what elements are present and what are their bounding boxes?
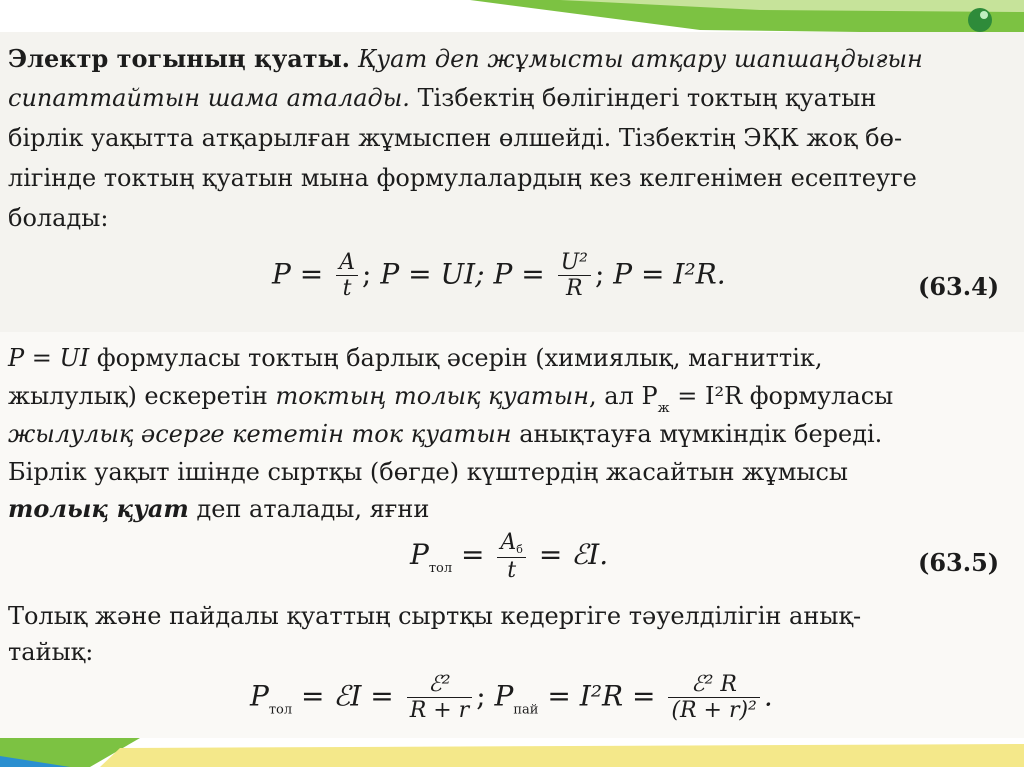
text-line-3: бірлік уақытта атқарылған жұмыспен өлшейді. Тізбектің ЭҚК жоқ бө- (8, 124, 903, 152)
definition-italic-2: сипаттайтын шама аталады. (8, 84, 410, 112)
text-line-b7: тайық: (8, 638, 94, 666)
text-line-4: лігінде токтың қуатын мына формулалардың кез келгенімен есептеуге (8, 164, 917, 192)
term-heat-power: жылулық әсерге кететін ток қуатын (8, 420, 512, 448)
formula-full-and-useful-power: $P_{тол}$ = ℰI = $\frac{\text{ℰ²}}{R + r}$ ; $P_{пай} = I^2R$ = $\frac{\text{ℰ² R}}{\text{(R + r)²}}$ . (250, 672, 773, 724)
heading-electric-power: Электр тогының қуаты. (8, 44, 351, 73)
fraction-u2-over-r: $\frac{\text{U²}}{R}$ (558, 250, 591, 302)
term-full-power: толық қуат (8, 494, 189, 523)
text-block-power-definition (0, 32, 1024, 332)
text-line-b4: Бірлік уақыт ішінде сыртқы (бөгде) күштердің жасайтын жұмысы (8, 458, 849, 486)
text-line-5: болады: (8, 204, 109, 232)
formula-inline-p-ui: P = UI (8, 344, 90, 372)
term-full-current-power: токтың толық қуатын (275, 382, 590, 410)
bottom-decoration (0, 738, 1024, 767)
fraction-e2r-over-sum-squared: $\frac{\text{ℰ² R}}{\text{(R + r)²}}$ (668, 672, 760, 724)
fraction-ab-over-t: $\frac{A_б}{t}$ (497, 530, 526, 583)
text-line-b6: Толық және пайдалы қуаттың сыртқы кедергіге тәуелділігін анық- (8, 602, 862, 630)
equation-number-63-4: (63.4) (918, 272, 1000, 301)
formula-63-4: P = $\frac{A}{t}$ ; P = UI; P = $\frac{\text{U²}}{R}$ ; P = I²R. (272, 250, 726, 302)
formula-63-5: $P_{тол}$ = $\frac{A_б}{t}$ = ℰI. (410, 530, 609, 583)
equation-number-63-5: (63.5) (918, 548, 1000, 577)
text-block-full-power: P = UI формуласы токтың барлық әсерін (химиялық, магниттік, жылулық) ескеретін токтың толық қуатын, ал $P_ж = I^2R$ формуласы жылулық әсерге кететін ток қуатын анықтауға мүмкіндік береді. Бірлік уақыт ішінде сыртқы (бөгде) күштердің жасайтын жұмысы толық қуат деп аталады, яғни $P_{тол}$ = $\frac{A_б}{t}$ = ℰI. (63.5) Толық және пайдалы қуаттың сыртқы кедергіге тәуелділігін анық- тайық: $P_{тол}$ = ℰI = $\frac{\text{ℰ²}}{R + r}$ ; $P_{пай} = I^2R$ = $\frac{\text{ℰ² R}}{\text{(R + r)²}}$ . (0, 332, 1024, 738)
fraction-e2-over-r-plus-r: $\frac{\text{ℰ²}}{R + r}$ (407, 672, 473, 724)
fraction-a-over-t: $\frac{A}{t}$ (336, 250, 358, 302)
text-line-b1: формуласы токтың барлық әсерін (химиялық, магниттік, (96, 344, 823, 372)
text-line-2: Тізбектің бөлігіндегі токтың қуатын (417, 84, 877, 112)
definition-italic: Қуат деп жұмысты атқару шапшаңдығын (357, 45, 923, 73)
